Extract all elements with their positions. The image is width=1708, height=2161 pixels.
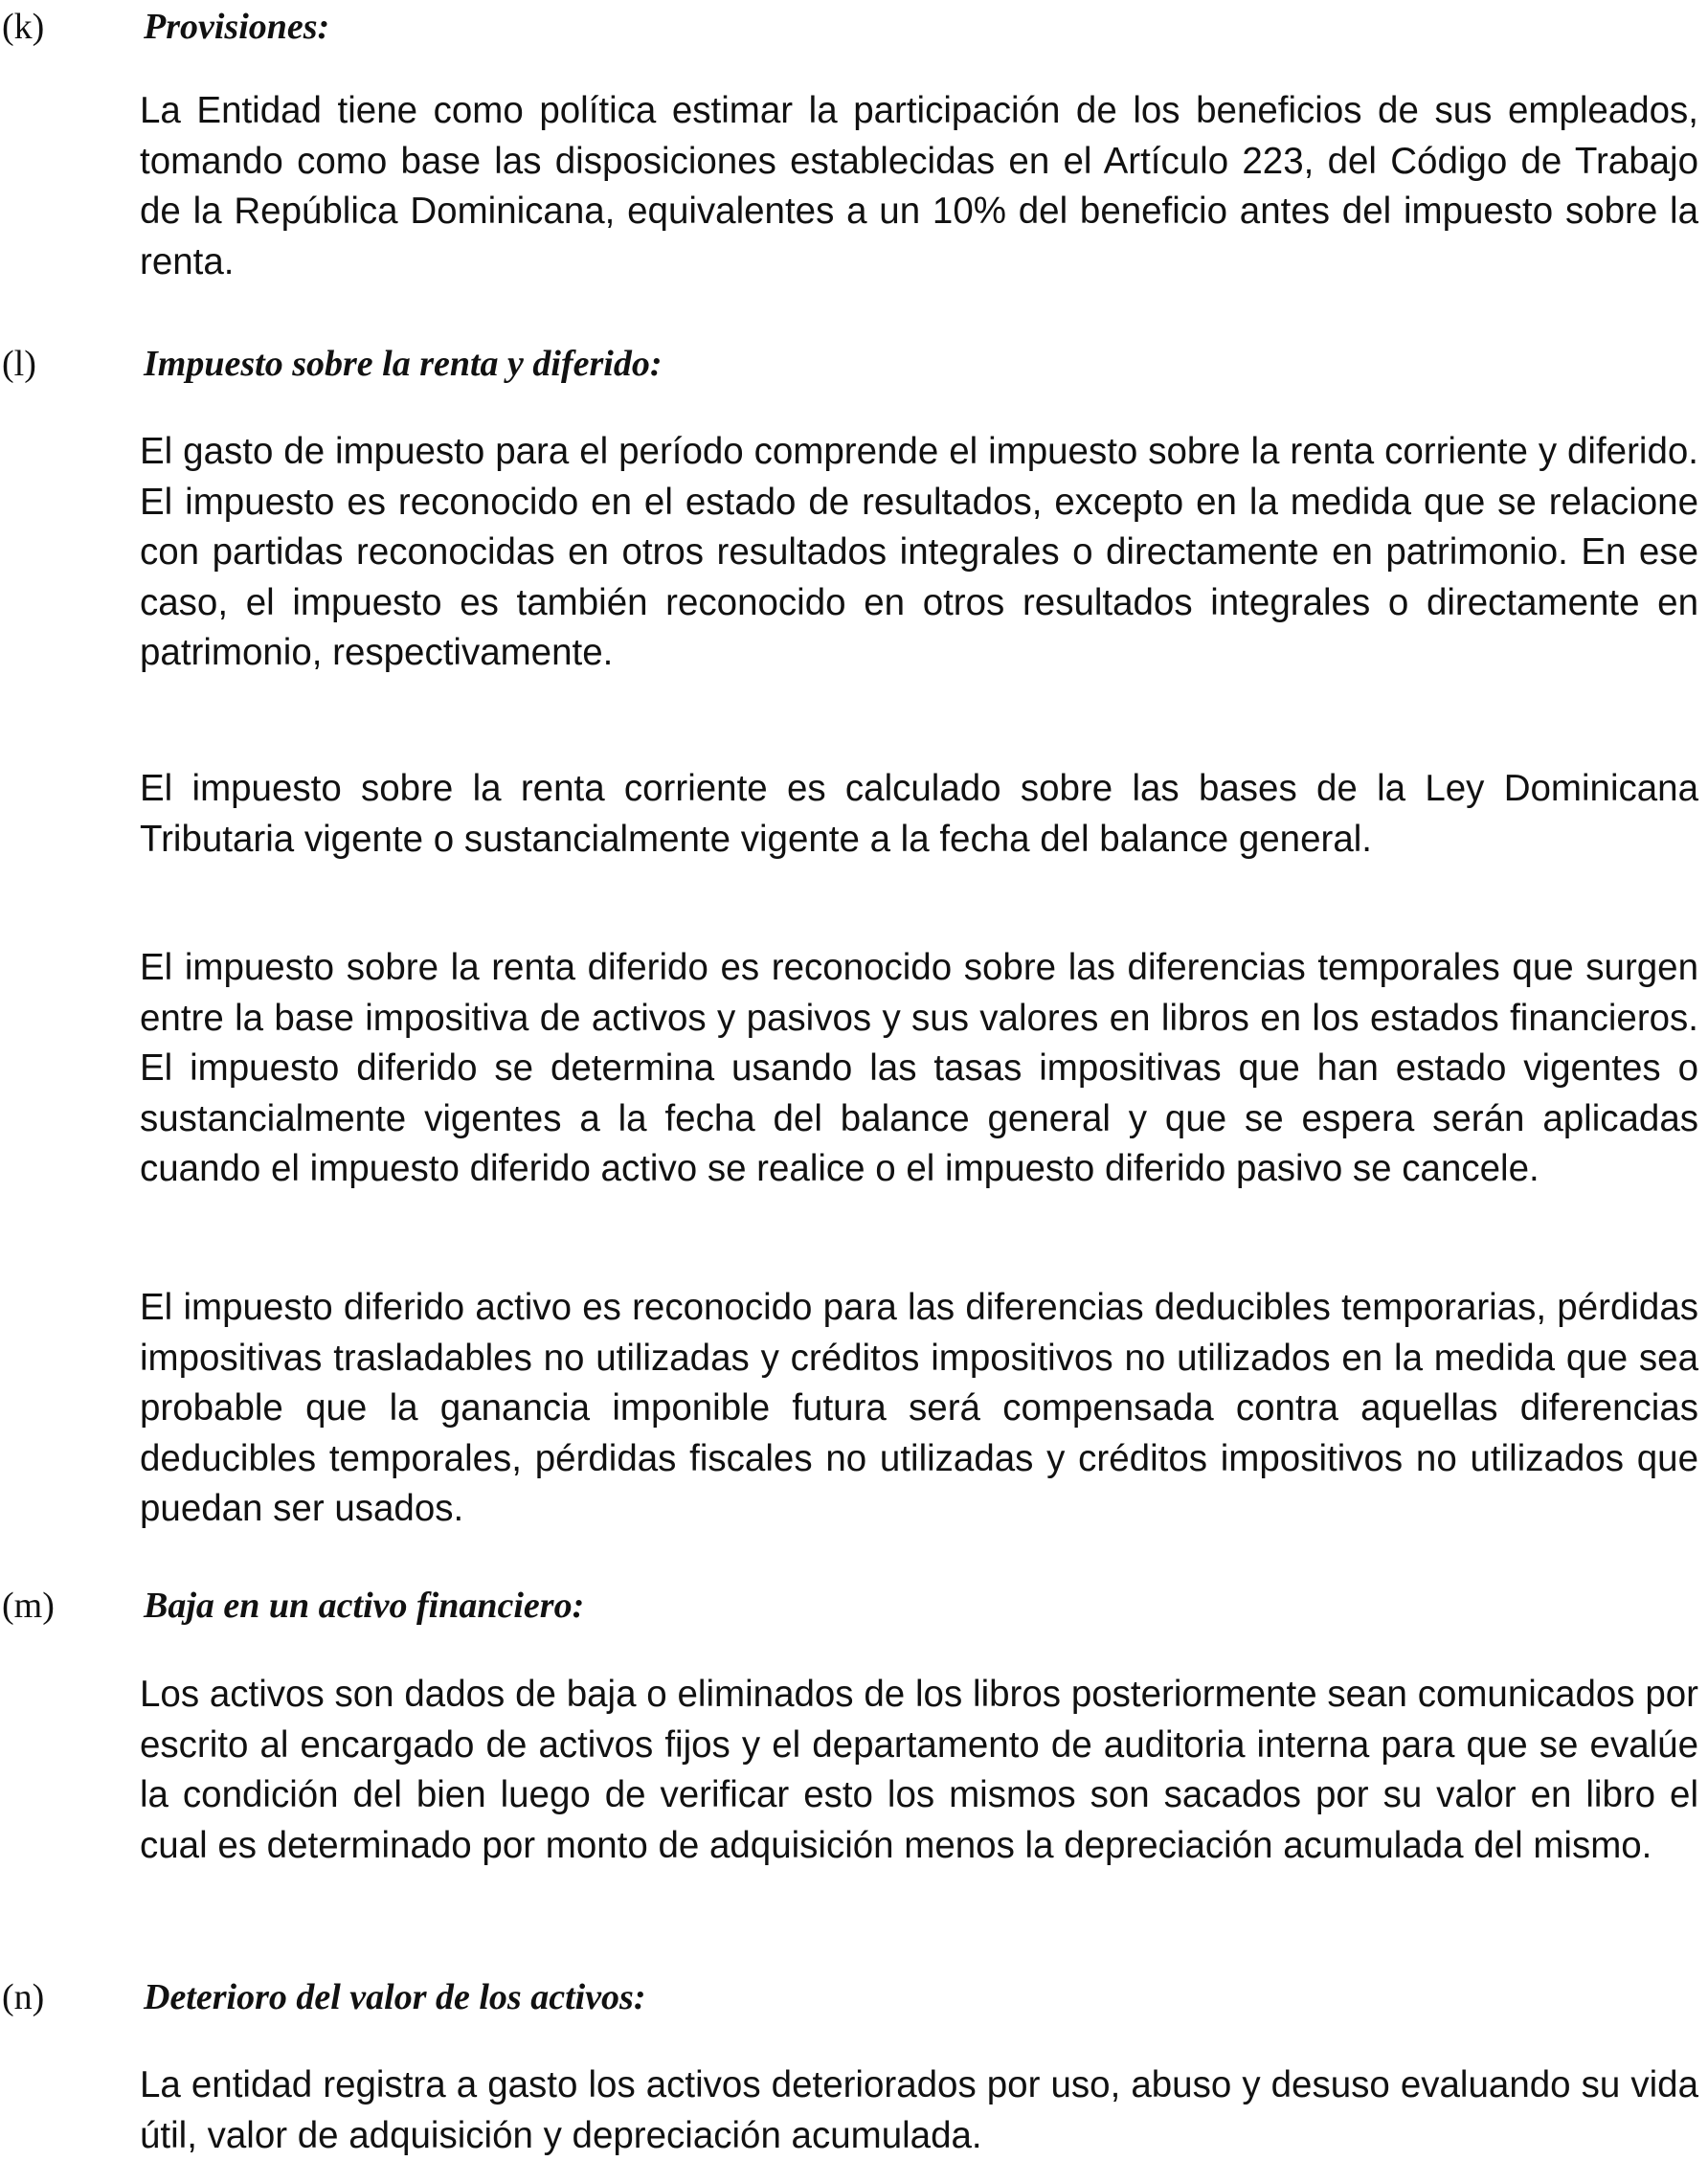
paragraph: La entidad registra a gasto los activos deteriorados por uso, abuso y desuso evaluando su vida útil, valor de adquisición y depreciación acumulada. [140,2064,1698,2156]
section-letter: (l) [2,344,36,384]
paragraph: La Entidad tiene como política estimar la participación de los beneficios de sus empleados, tomando como base las disposiciones establecidas en el Artículo 223, del Código de Trabajo de la República Dominicana, equivalentes a un 10% del beneficio antes del impuesto sobre la renta. [140,90,1698,282]
section-letter: (n) [2,1977,45,2017]
section-heading: Provisiones: [144,7,330,47]
section-heading: Deterioro del valor de los activos: [144,1977,646,2017]
section-letter: (k) [2,7,45,47]
section-heading: Impuesto sobre la renta y diferido: [144,344,663,384]
section-letter: (m) [2,1586,55,1626]
paragraph: El impuesto diferido activo es reconocido para las diferencias deducibles temporarias, pérdidas impositivas trasladables no utilizadas y créditos impositivos no utilizados en la medida que sea probable que la ganancia imponible futura será compensada contra aquellas diferencias deducibles temporales, pérdidas fiscales no utilizadas y créditos impositivos no utilizados que puedan ser usados. [140,1287,1698,1529]
paragraph: El impuesto sobre la renta corriente es calculado sobre las bases de la Ley Dominicana Tributaria vigente o sustancialmente vigente a la fecha del balance general. [140,768,1698,860]
paragraph: Los activos son dados de baja o eliminados de los libros posteriormente sean comunicados por escrito al encargado de activos fijos y el departamento de auditoria interna para que se evalúe la condición del bien luego de verificar esto los mismos son sacados por su valor en libro el cual es determinado por monto de adquisición menos la depreciación acumulada del mismo. [140,1674,1698,1866]
paragraph: El impuesto sobre la renta diferido es reconocido sobre las diferencias temporales que surgen entre la base impositiva de activos y pasivos y sus valores en libros en los estados financieros. El impuesto diferido se determina usando las tasas impositivas que han estado vigentes o sustancialmente vigentes a la fecha del balance general y que se espera serán aplicadas cuando el impuesto diferido activo se realice o el impuesto diferido pasivo se cancele. [140,947,1698,1189]
paragraph: El gasto de impuesto para el período comprende el impuesto sobre la renta corriente y diferido. El impuesto es reconocido en el estado de resultados, excepto en la medida que se relacione con partidas reconocidas en otros resultados integrales o directamente en patrimonio. En ese caso, el impuesto es también reconocido en otros resultados integrales o directamente en patrimonio, respectivamente. [140,431,1698,673]
section-heading: Baja en un activo financiero: [144,1586,585,1626]
